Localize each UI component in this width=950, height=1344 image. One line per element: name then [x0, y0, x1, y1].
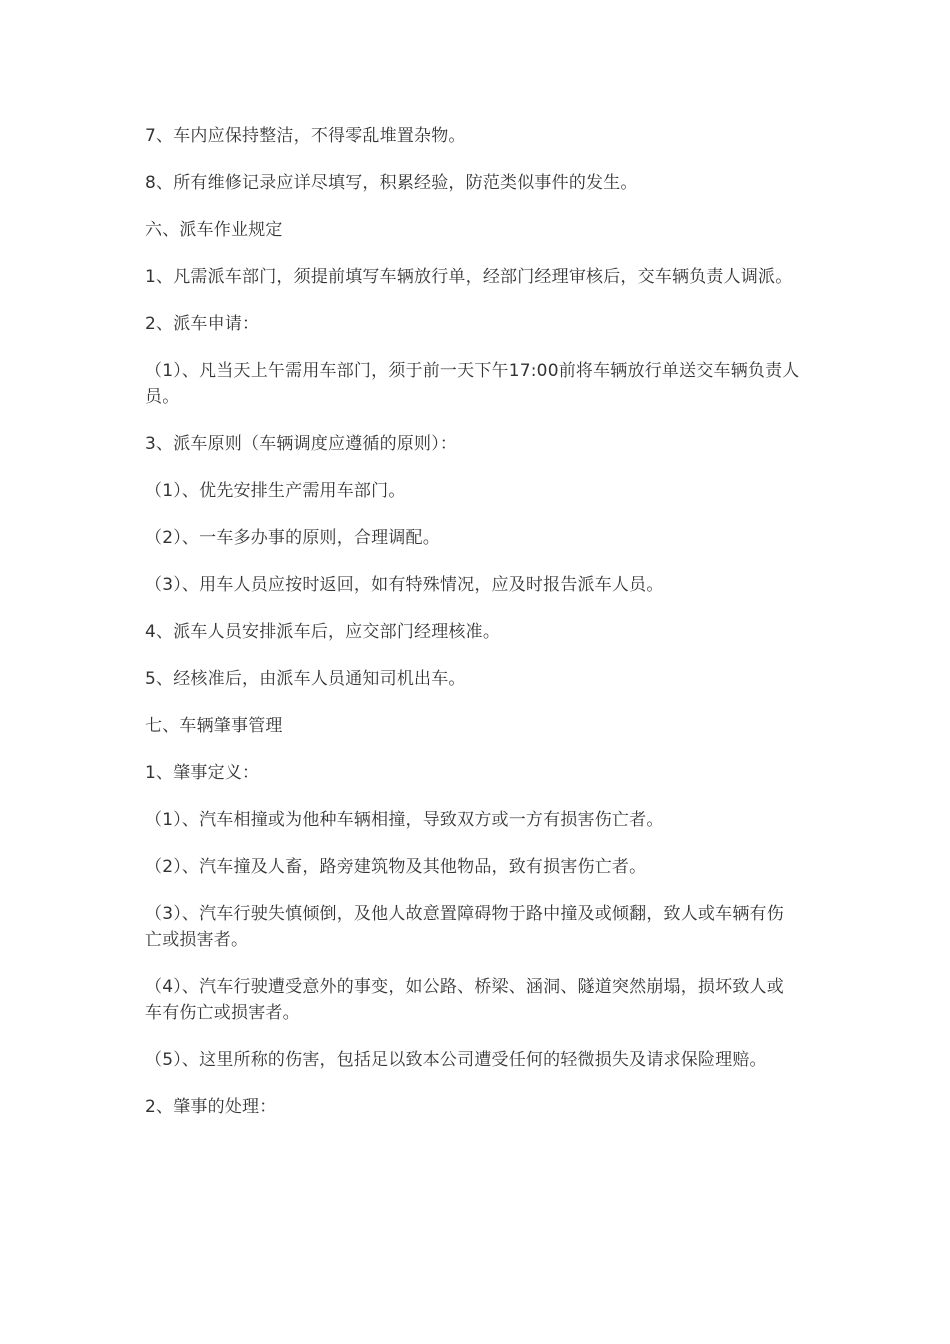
accident-subitem-1-1: （1）、汽车相撞或为他种车辆相撞，导致双方或一方有损害伤亡者。 — [145, 810, 664, 830]
dispatch-item-2: 2、派车申请： — [145, 314, 260, 334]
dispatch-item-4: 4、派车人员安排派车后，应交部门经理核准。 — [145, 622, 501, 642]
dispatch-subitem-3-1: （1）、优先安排生产需用车部门。 — [145, 481, 406, 501]
dispatch-item-1: 1、凡需派车部门，须提前填写车辆放行单，经部门经理审核后，交车辆负责人调派。 — [145, 267, 793, 287]
dispatch-item-3: 3、派车原则（车辆调度应遵循的原则）： — [145, 434, 458, 454]
accident-subitem-1-4: （4）、汽车行驶遭受意外的事变，如公路、桥梁、涵洞、隧道突然崩塌，损坏致人或车有伤亡或损害者。 — [145, 977, 784, 1023]
accident-subitem-1-3: （3）、汽车行驶失慎倾倒，及他人故意置障碍物于路中撞及或倾翻，致人或车辆有伤亡或损害者。 — [145, 904, 784, 950]
rule-item-8: 8、所有维修记录应详尽填写，积累经验，防范类似事件的发生。 — [145, 173, 638, 193]
accident-subitem-1-5: （5）、这里所称的伤害，包括足以致本公司遭受任何的轻微损失及请求保险理赔。 — [145, 1050, 767, 1070]
rule-item-7: 7、车内应保持整洁，不得零乱堆置杂物。 — [145, 126, 466, 146]
accident-item-2: 2、肇事的处理： — [145, 1097, 277, 1117]
dispatch-subitem-3-2: （2）、一车多办事的原则，合理调配。 — [145, 528, 440, 548]
section-heading-dispatch: 六、派车作业规定 — [145, 220, 283, 240]
document-body — [145, 123, 800, 1141]
section-heading-accident: 七、车辆肇事管理 — [145, 716, 283, 736]
accident-subitem-1-2: （2）、汽车撞及人畜，路旁建筑物及其他物品，致有损害伤亡者。 — [145, 857, 647, 877]
dispatch-subitem-3-3: （3）、用车人员应按时返回，如有特殊情况，应及时报告派车人员。 — [145, 575, 664, 595]
dispatch-subitem-2-1: （1）、凡当天上午需用车部门，须于前一天下午17:00前将车辆放行单送交车辆负责人员。 — [145, 361, 800, 407]
accident-item-1: 1、肇事定义： — [145, 763, 260, 783]
dispatch-item-5: 5、经核准后，由派车人员通知司机出车。 — [145, 669, 466, 689]
